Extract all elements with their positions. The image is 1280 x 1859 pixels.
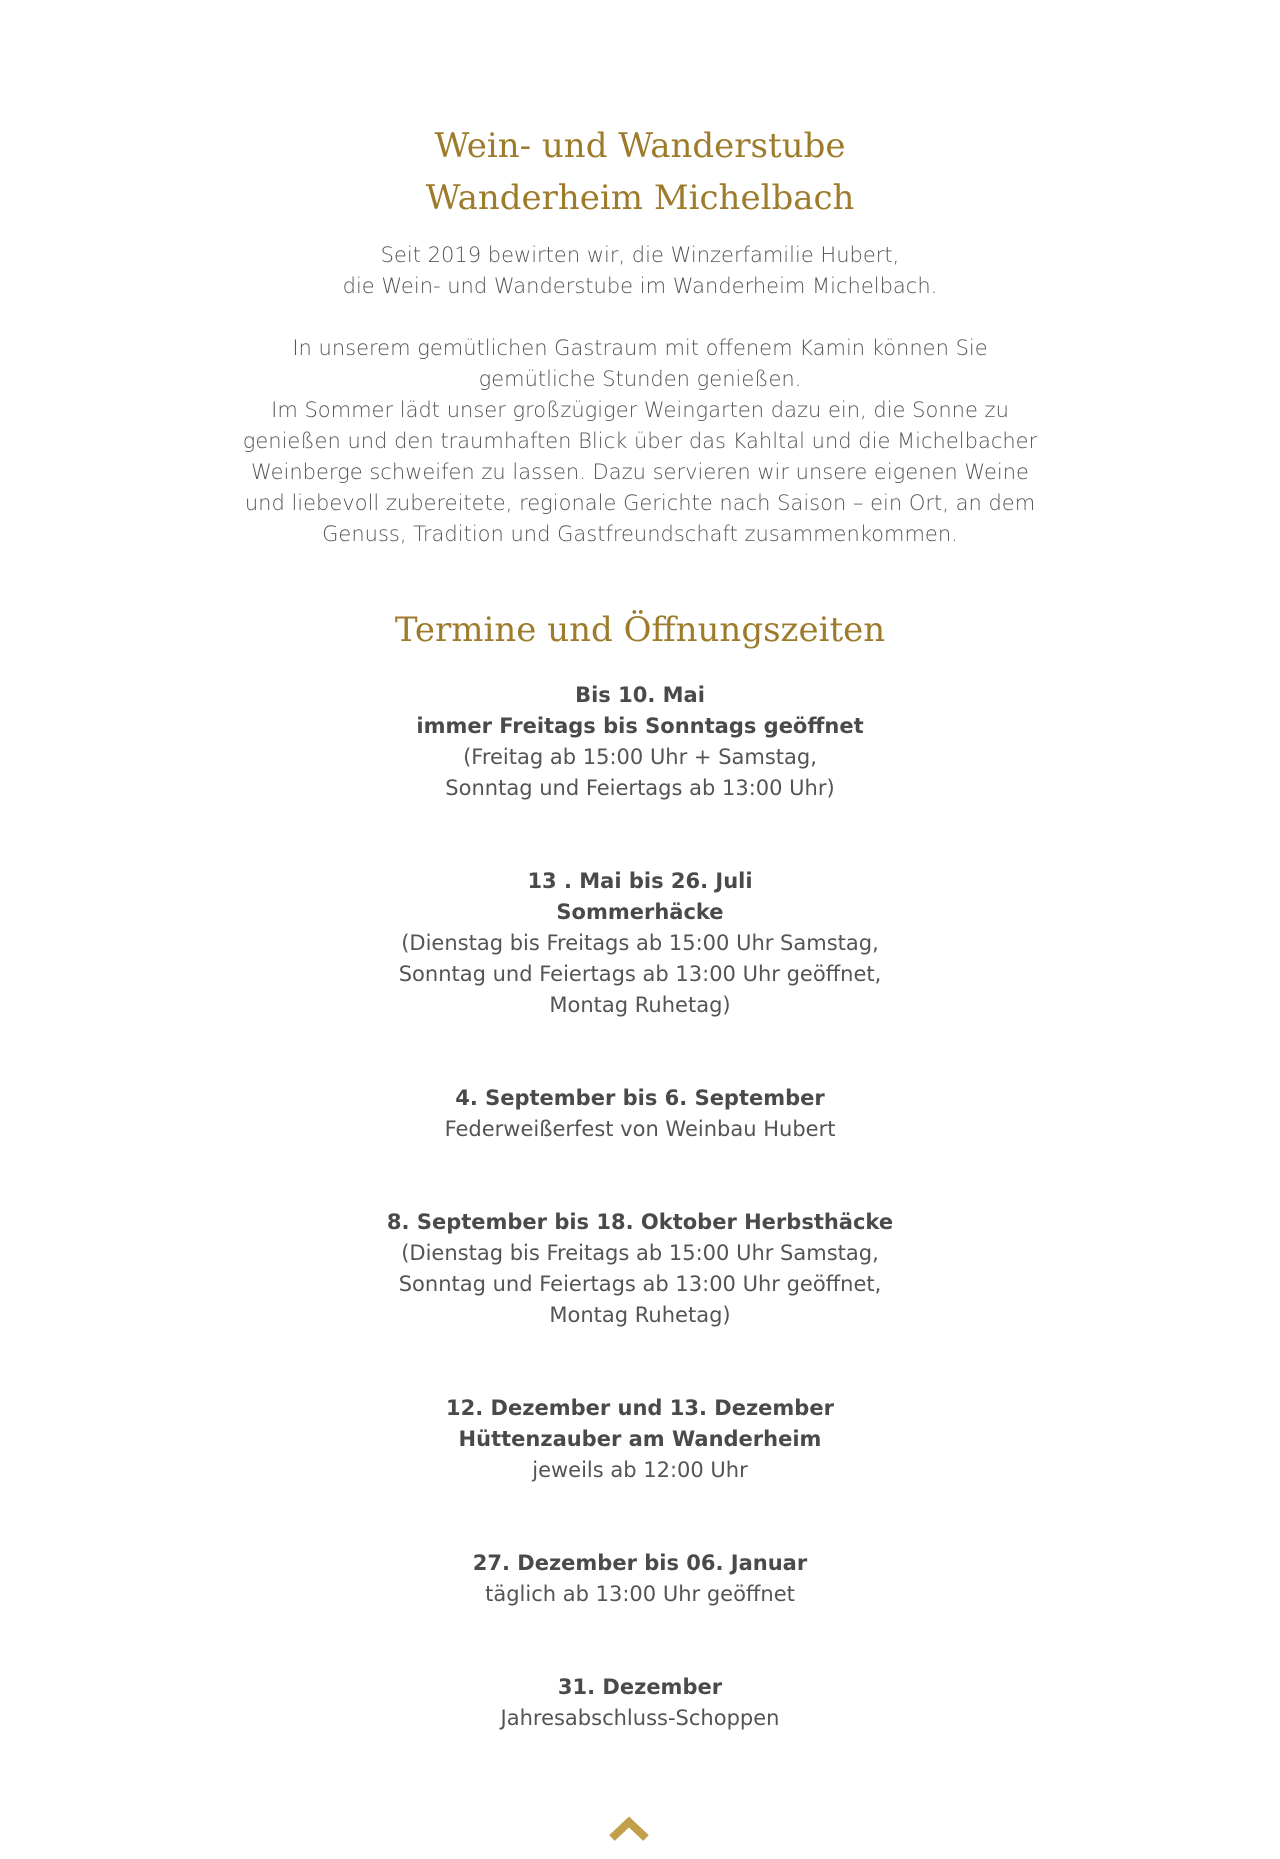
section-title: Termine und Öffnungszeiten [394,610,886,650]
event-detail: täglich ab 13:00 Uhr geöffnet [485,1582,795,1606]
intro-line: und liebevoll zubereitete, regionale Gerichte nach Saison – ein Ort, an dem [244,491,1036,515]
intro-line: gemütliche Stunden genießen. [478,367,802,391]
event-detail: Federweißerfest von Weinbau Hubert [444,1117,836,1141]
page-title-line-1: Wein- und Wanderstube [434,126,846,166]
event-title: immer Freitags bis Sonntags geöffnet [416,714,864,738]
event-date: 4. September bis 6. September [455,1086,825,1110]
event-title: Sommerhäcke [556,900,724,924]
event-detail: Sonntag und Feiertags ab 13:00 Uhr) [445,776,835,800]
event-date: 27. Dezember bis 06. Januar [472,1551,808,1575]
event-detail: (Dienstag bis Freitags ab 15:00 Uhr Samstag, [401,1241,879,1265]
event-date: 12. Dezember und 13. Dezember [446,1396,834,1420]
event-item [140,1672,1140,1734]
intro-line: genießen und den traumhaften Blick über das Kahltal und die Michelbacher [242,429,1038,453]
event-date: Bis 10. Mai [575,683,705,707]
scroll-to-top-button[interactable] [604,1808,654,1848]
events-list [140,680,1140,1796]
event-date: 31. Dezember [557,1675,723,1699]
event-date: 13 . Mai bis 26. Juli [527,869,753,893]
event-detail: (Freitag ab 15:00 Uhr + Samstag, [463,745,817,769]
intro-line: Weinberge schweifen zu lassen. Dazu servieren wir unsere eigenen Weine [251,460,1029,484]
event-item [140,680,1140,804]
event-item [140,1393,1140,1486]
event-detail: Sonntag und Feiertags ab 13:00 Uhr geöffnet, [398,1272,882,1296]
event-item [140,1083,1140,1145]
event-item [140,1207,1140,1331]
intro-line: die Wein- und Wanderstube im Wanderheim Michelbach. [342,274,938,298]
page-title-line-2: Wanderheim Michelbach [425,178,855,218]
event-detail: (Dienstag bis Freitags ab 15:00 Uhr Samstag, [401,931,879,955]
intro-line: Im Sommer lädt unser großzügiger Weingarten dazu ein, die Sonne zu [271,398,1009,422]
event-detail: Sonntag und Feiertags ab 13:00 Uhr geöffnet, [398,962,882,986]
intro-paragraph-1 [200,240,1080,302]
chevron-up-icon [604,1808,654,1848]
event-detail: jeweils ab 12:00 Uhr [532,1458,748,1482]
intro-text [200,240,1080,550]
event-date: 8. September bis 18. Oktober Herbsthäcke [386,1210,894,1234]
event-title: Hüttenzauber am Wanderheim [458,1427,822,1451]
intro-line: Seit 2019 bewirten wir, die Winzerfamilie Hubert, [380,243,900,267]
page-title [140,120,1140,224]
intro-paragraph-2 [200,333,1080,550]
intro-line: Genuss, Tradition und Gastfreundschaft zusammenkommen. [322,522,958,546]
event-detail: Montag Ruhetag) [549,993,731,1017]
intro-line: In unserem gemütlichen Gastraum mit offenem Kamin können Sie [292,336,988,360]
event-item [140,1548,1140,1610]
event-detail: Montag Ruhetag) [549,1303,731,1327]
event-item [140,866,1140,1021]
event-detail: Jahresabschluss-Schoppen [500,1706,780,1730]
